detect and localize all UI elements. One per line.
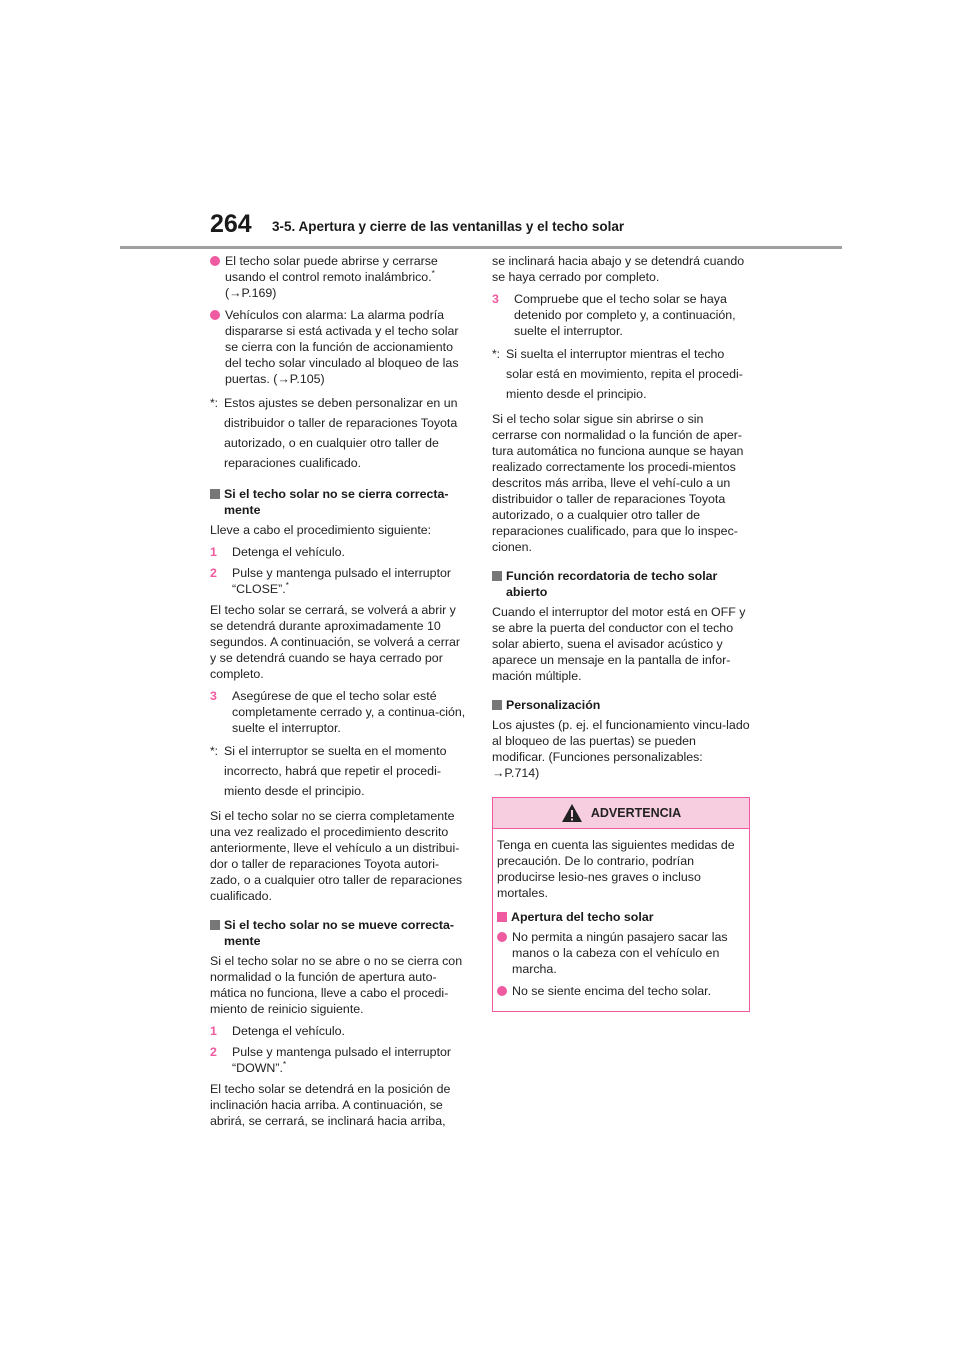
subheading-open-reminder: Función recordatoria de techo solar abierto	[492, 568, 750, 600]
header-rule	[120, 246, 842, 249]
paragraph: Si el techo solar no se abre o no se cierra con normalidad o la función de apertura auto-mática no funciona, lleve a cabo el procedi-miento de reinicio siguiente.	[210, 954, 463, 1016]
subheading-customization: Personalización	[492, 697, 750, 713]
bullet-text: Vehículos con alarma: La alarma podría dispararse si está activada y el techo solar se cierra con la función de accionamiento del techo solar vinculado al bloqueo de las puertas. (→P.105)	[225, 308, 459, 386]
footnote-text: Estos ajustes se deben personalizar en un distribuidor o taller de reparaciones Toyota autorizado, o en cualquier otro taller de reparaciones cualificado.	[224, 396, 458, 470]
footnote-mark: *:	[210, 744, 219, 758]
paragraph: Cuando el interruptor del motor está en OFF y se abre la puerta del conductor con el techo solar abierto, suena el avisador acústico y aparece un mensaje en la pantalla de infor-mación múltiple.	[492, 605, 746, 683]
page-number: 264	[210, 210, 252, 238]
footnote-text: Si el interruptor se suelta en el momento incorrecto, habrá que repetir el procedi-miento desde el principio.	[224, 744, 447, 798]
footnote	[210, 393, 468, 473]
footnote	[492, 344, 750, 404]
step-number: 2	[210, 566, 217, 580]
step-item	[210, 1023, 468, 1039]
subheading-not-moving: Si el techo solar no se mueve correcta-mente	[210, 917, 468, 949]
bullet-dot-icon	[210, 310, 220, 320]
warning-intro: Tenga en cuenta las siguientes medidas de precaución. De lo contrario, podrían producirse lesio-nes graves o incluso mortales.	[497, 838, 735, 900]
footnote-asterisk: *	[285, 580, 289, 590]
bullet-dot-icon	[210, 256, 220, 266]
paragraph: Si el techo solar sigue sin abrirse o sin cerrarse con normalidad o la función de aper-tura automática no funciona aunque se hayan realizado correctamente los procedi-mientos descritos más arriba, lleve el vehí-culo a un distribuidor o taller de reparaciones Toyota autorizado, o a cualquier otro taller de reparaciones cualificado, para que lo inspec-cionen.	[492, 412, 744, 554]
step-number: 3	[210, 689, 217, 703]
footnote-asterisk: *	[282, 1059, 287, 1069]
paragraph: El techo solar se detendrá en la posición de inclinación hacia arriba. A continuación, se abrirá, se cerrará, se inclinará hacia arriba,	[210, 1082, 451, 1128]
step-text: Pulse y mantenga pulsado el interruptor “CLOSE”.	[232, 566, 452, 596]
square-bullet-icon	[210, 489, 220, 499]
warning-triangle-icon	[561, 803, 583, 823]
left-column	[210, 253, 468, 1135]
paragraph: se inclinará hacia abajo y se detendrá cuando se haya cerrado por completo.	[492, 254, 745, 284]
step-item	[210, 1044, 468, 1076]
square-bullet-icon	[492, 700, 502, 710]
bullet-alarm	[210, 307, 468, 387]
bullet-text: El techo solar puede abrirse y cerrarse usando el control remoto inalámbrico.	[225, 254, 438, 284]
warning-box	[492, 797, 750, 1012]
footnote-mark: *:	[210, 396, 219, 410]
bullet-remote-control	[210, 253, 468, 301]
footnote-text: Si suelta el interruptor mientras el techo solar está en movimiento, repita el procedi-miento desde el principio.	[506, 347, 743, 401]
warning-subheading: Apertura del techo solar	[497, 909, 745, 925]
step-text: Pulse y mantenga pulsado el interruptor “DOWN”.	[232, 1045, 452, 1075]
step-item	[210, 688, 468, 736]
bullet-dot-icon	[497, 986, 507, 996]
footnote-mark: *:	[492, 347, 501, 361]
bullet-dot-icon	[497, 932, 507, 942]
square-bullet-icon	[210, 920, 220, 930]
step-item	[210, 565, 468, 597]
paragraph: Si el techo solar no se cierra completamente una vez realizado el procedimiento descrito anteriormente, lleve el vehículo a un distribui-dor o taller de reparaciones Toyota autori-zado, o a cualquier otro taller de reparaciones cualificado.	[210, 809, 463, 903]
paragraph: El techo solar se cerrará, se volverá a abrir y se detendrá durante aproximadamente 10 segundos. A continuación, se volverá a cerrar y se detendrá cuando se haya cerrado por completo.	[210, 603, 461, 681]
step-number: 3	[492, 292, 499, 306]
step-number: 2	[210, 1045, 217, 1059]
bullet-text: No se siente encima del techo solar.	[512, 984, 712, 998]
section-title: 3-5. Apertura y cierre de las ventanillas y el techo solar	[272, 219, 625, 234]
subheading-not-closing: Si el techo solar no se cierra correcta-mente	[210, 486, 468, 518]
right-column	[492, 253, 750, 1012]
step-text: Asegúrese de que el techo solar esté completamente cerrado y, a continua-ción, suelte el interruptor.	[232, 689, 466, 735]
square-bullet-icon	[497, 912, 507, 922]
page-reference[interactable]: (→P.169)	[225, 286, 277, 300]
bullet-text: No permita a ningún pasajero sacar las manos o la cabeza con el vehículo en marcha.	[512, 930, 728, 976]
warning-bullet	[497, 929, 745, 977]
footnote	[210, 741, 468, 801]
warning-header	[493, 798, 749, 829]
step-text: Detenga el vehículo.	[232, 545, 345, 559]
step-item	[210, 544, 468, 560]
page-header	[0, 0, 960, 250]
paragraph: Lleve a cabo el procedimiento siguiente:	[210, 523, 432, 537]
step-item	[492, 291, 750, 339]
step-text: Compruebe que el techo solar se haya detenido por completo y, a continuación, suelte el interruptor.	[514, 292, 736, 338]
step-number: 1	[210, 1024, 217, 1038]
warning-bullet	[497, 983, 745, 999]
warning-title: ADVERTENCIA	[590, 806, 682, 820]
paragraph: Los ajustes (p. ej. el funcionamiento vincu-lado al bloqueo de las puertas) se pueden modificar. (Funciones personalizables: →P.714)	[492, 718, 750, 780]
step-number: 1	[210, 545, 217, 559]
square-bullet-icon	[492, 571, 502, 581]
step-text: Detenga el vehículo.	[232, 1024, 345, 1038]
warning-body	[493, 829, 749, 1011]
footnote-asterisk: *	[431, 268, 435, 278]
